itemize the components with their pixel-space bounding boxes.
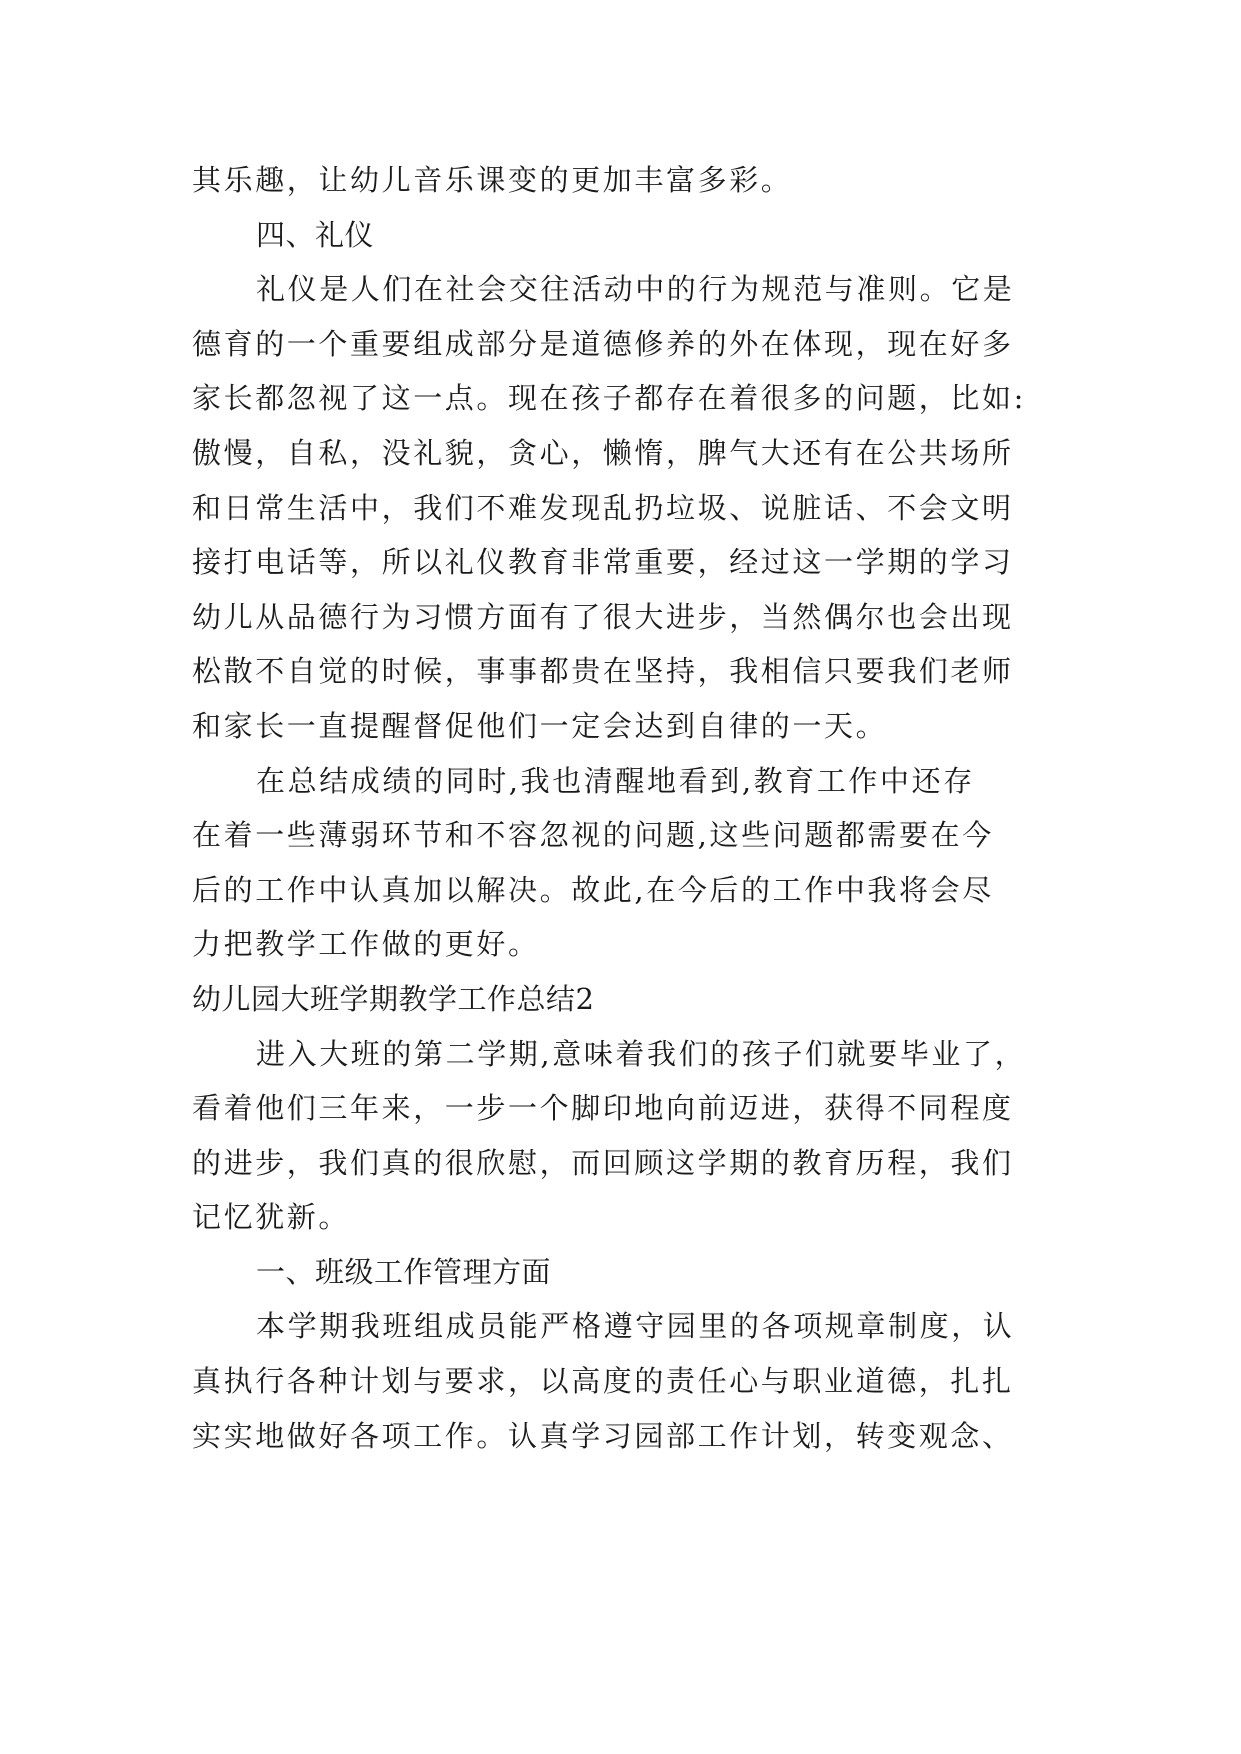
paragraph-line: 记忆犹新。 bbox=[192, 1200, 351, 1235]
paragraph-line: 看着他们三年来，一步一个脚印地向前迈进，获得不同程度 bbox=[192, 1091, 1014, 1126]
paragraph-line: 力把教学工作做的更好。 bbox=[192, 927, 540, 962]
paragraph-line: 德育的一个重要组成部分是道德修养的外在体现，现在好多 bbox=[192, 326, 1014, 361]
paragraph-line: 礼仪是人们在社会交往活动中的行为规范与准则。它是 bbox=[256, 272, 1015, 307]
paragraph-line: 松散不自觉的时候，事事都贵在坚持，我相信只要我们老师 bbox=[192, 654, 1014, 689]
paragraph-line: 实实地做好各项工作。认真学习园部工作计划，转变观念、 bbox=[192, 1418, 1014, 1453]
paragraph-line: 进入大班的第二学期,意味着我们的孩子们就要毕业了， bbox=[256, 1036, 1027, 1071]
paragraph-line: 的进步，我们真的很欣慰，而回顾这学期的教育历程，我们 bbox=[192, 1145, 1014, 1180]
document-body bbox=[192, 153, 1062, 1463]
paragraph-line: 幼儿从品德行为习惯方面有了很大进步，当然偶尔也会出现 bbox=[192, 599, 1014, 634]
paragraph-line: 在着一些薄弱环节和不容忽视的问题,这些问题都需要在今 bbox=[192, 818, 994, 853]
paragraph-line: 家长都忽视了这一点。现在孩子都存在着很多的问题，比如: bbox=[192, 381, 1026, 416]
paragraph-line: 和家长一直提醒督促他们一定会达到自律的一天。 bbox=[192, 708, 888, 743]
section-heading-class-management: 一、班级工作管理方面 bbox=[256, 1254, 552, 1289]
paragraph-line: 傲慢，自私，没礼貌，贪心，懒惰，脾气大还有在公共场所 bbox=[192, 435, 1014, 470]
paragraph-line: 本学期我班组成员能严格遵守园里的各项规章制度，认 bbox=[256, 1309, 1015, 1344]
paragraph-line: 其乐趣，让幼儿音乐课变的更加丰富多彩。 bbox=[192, 163, 793, 197]
paragraph-line: 接打电话等，所以礼仪教育非常重要，经过这一学期的学习 bbox=[192, 545, 1014, 580]
paragraph-line: 和日常生活中，我们不难发现乱扔垃圾、说脏话、不会文明 bbox=[192, 490, 1014, 525]
document-title-2: 幼儿园大班学期教学工作总结2 bbox=[192, 981, 595, 1016]
paragraph-line: 在总结成绩的同时,我也清醒地看到,教育工作中还存 bbox=[256, 763, 975, 798]
section-heading-etiquette: 四、礼仪 bbox=[256, 217, 375, 252]
paragraph-line: 真执行各种计划与要求，以高度的责任心与职业道德，扎扎 bbox=[192, 1364, 1014, 1399]
paragraph-line: 后的工作中认真加以解决。故此,在今后的工作中我将会尽 bbox=[192, 872, 994, 907]
